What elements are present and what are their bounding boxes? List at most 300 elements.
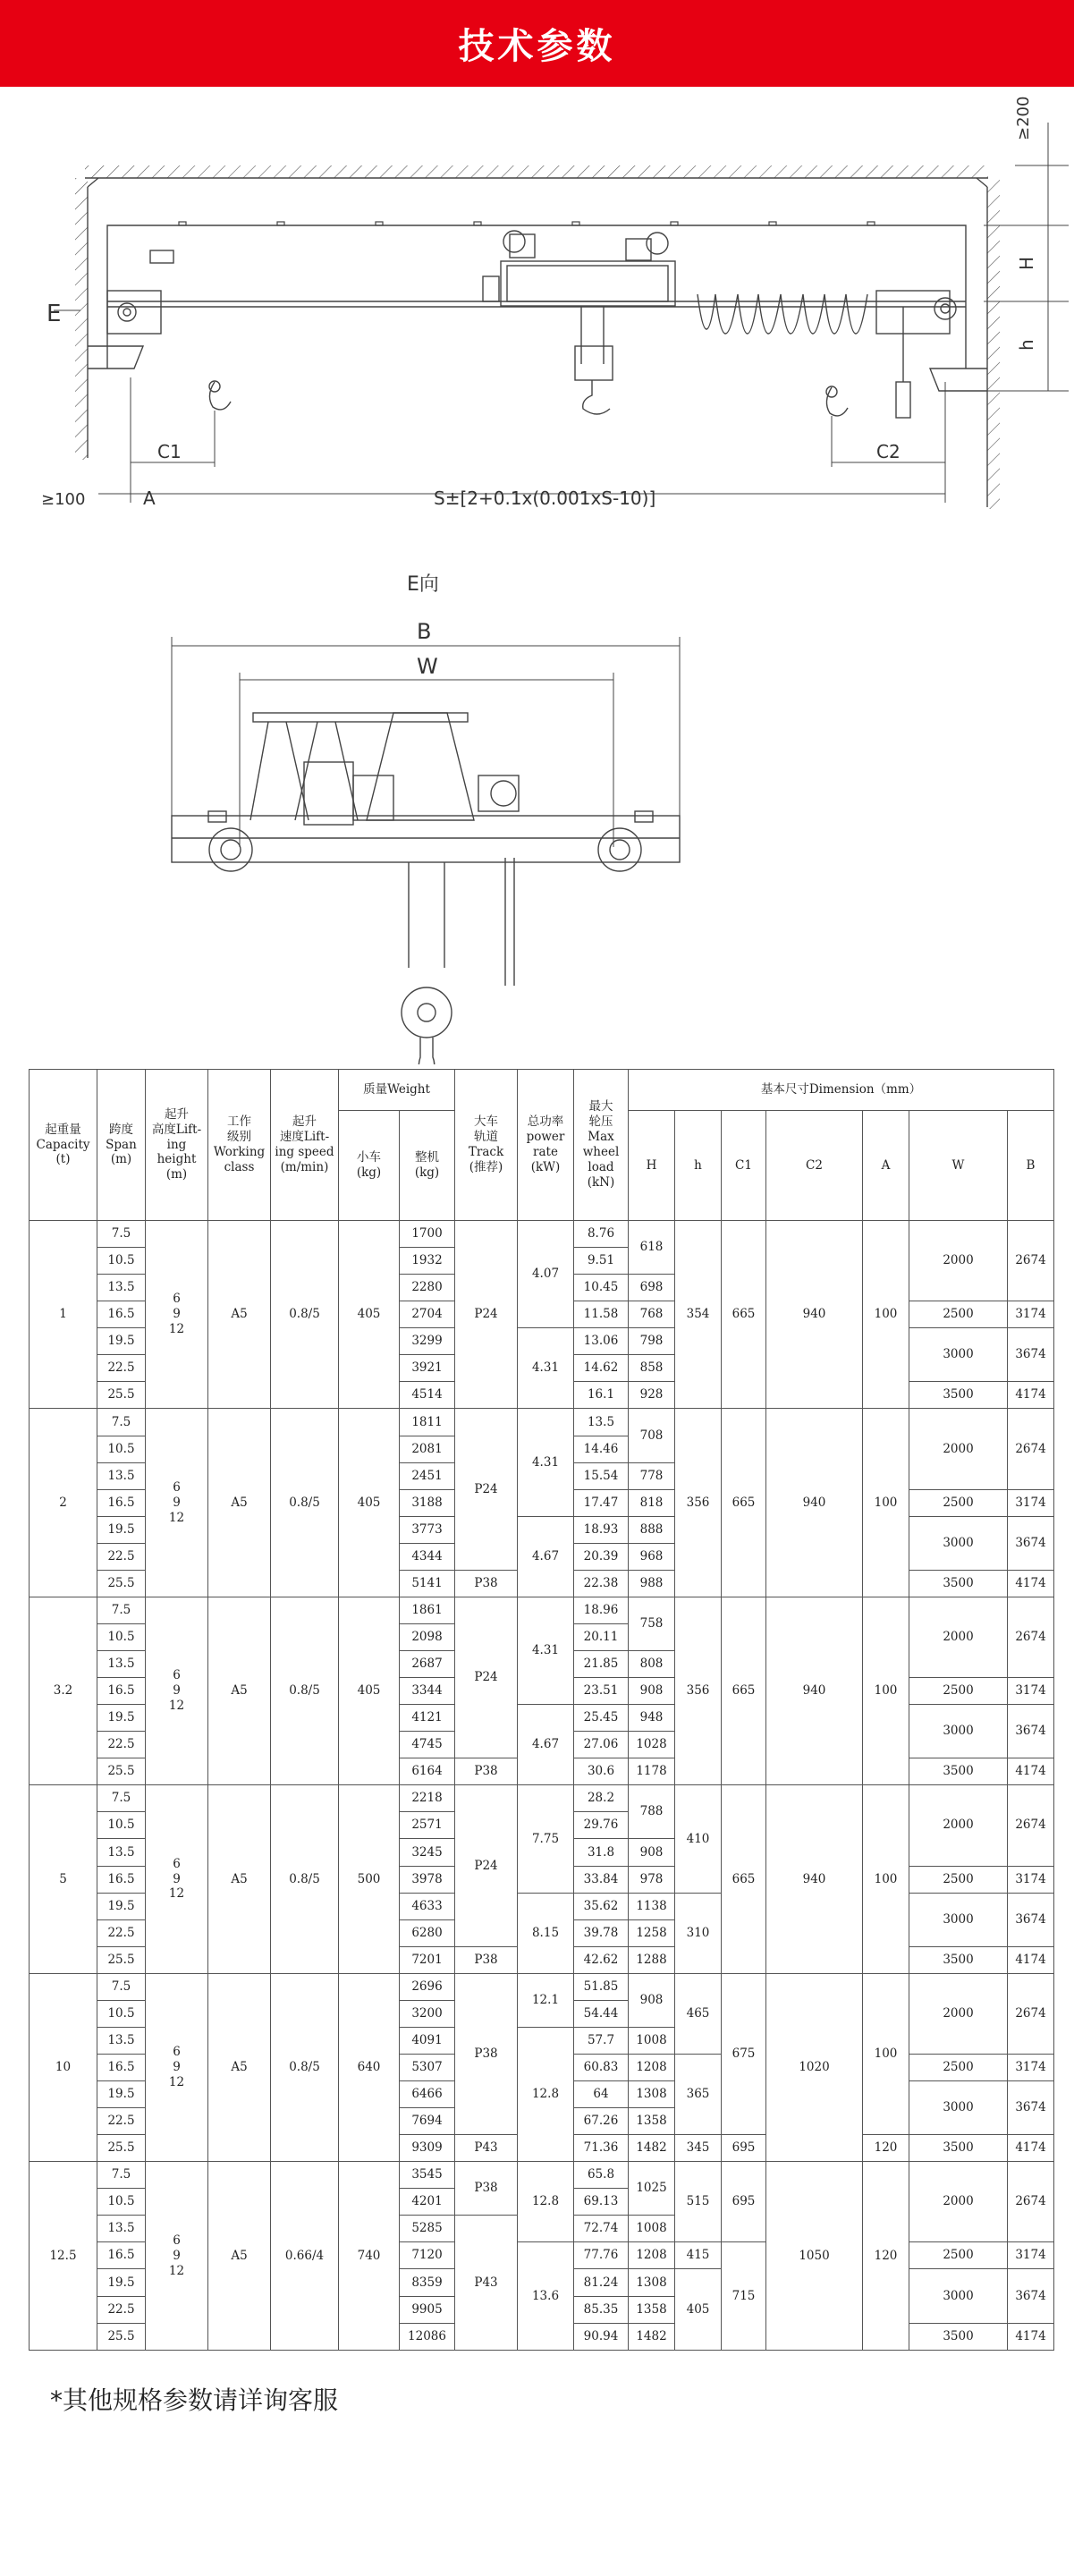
cell-dim-H: 698 — [629, 1275, 675, 1301]
header-text: 起升 — [165, 1106, 189, 1122]
cell-span: 19.5 — [97, 2081, 146, 2108]
dim-label-E: E — [47, 301, 62, 327]
cell-working-class: A5 — [208, 1785, 271, 1973]
cell-power: 4.31 — [518, 1597, 574, 1704]
cell-wheel-load: 22.38 — [574, 1570, 629, 1597]
header-dim-h: H — [629, 1111, 675, 1221]
header-text: 级别 — [227, 1130, 251, 1145]
cell-power: 4.07 — [518, 1221, 574, 1328]
cell-working-class: A5 — [208, 1973, 271, 2161]
cell-span: 13.5 — [97, 1462, 146, 1489]
header-text: 高度Lift- — [151, 1122, 202, 1137]
cell-power: 8.15 — [518, 1893, 574, 1973]
dim-label-B: B — [417, 619, 432, 644]
header-text: wheel — [582, 1145, 620, 1159]
header-text: 起重量 — [45, 1122, 81, 1137]
header-text: (m) — [165, 1167, 188, 1182]
spec-table — [29, 1069, 1054, 2351]
cell-whole-weight: 5141 — [400, 1570, 455, 1597]
cell-trolley-weight: 405 — [339, 1597, 400, 1784]
cell-dim-a: 120 — [863, 2162, 909, 2351]
cell-dim-c2: 940 — [766, 1597, 863, 1784]
cell-dim-H: 1208 — [629, 2054, 675, 2080]
cell-dim-c2: 940 — [766, 1409, 863, 1597]
cell-span: 7.5 — [97, 1597, 146, 1623]
cell-dim-H: 988 — [629, 1570, 675, 1597]
cell-span: 25.5 — [97, 1758, 146, 1785]
cell-dim-c1: 665 — [722, 1597, 766, 1784]
cell-dim-w: 3000 — [909, 2269, 1008, 2323]
cell-wheel-load: 14.62 — [574, 1355, 629, 1382]
cell-power: 4.67 — [518, 1705, 574, 1785]
hoist-trolley — [501, 261, 675, 306]
header-working-class — [208, 1070, 271, 1221]
header-text: 总功率 — [527, 1114, 564, 1130]
cell-dim-w: 2000 — [909, 1409, 1008, 1489]
header-text: ing speed — [275, 1145, 334, 1159]
lift-height-value: 9 — [173, 1871, 181, 1886]
cell-span: 22.5 — [97, 1732, 146, 1758]
cell-whole-weight: 4633 — [400, 1893, 455, 1919]
cell-whole-weight: 1932 — [400, 1248, 455, 1275]
lift-height-value: 12 — [168, 2263, 185, 2278]
cell-wheel-load: 14.46 — [574, 1436, 629, 1462]
cell-dim-w: 3000 — [909, 1705, 1008, 1758]
cell-span: 25.5 — [97, 2135, 146, 2162]
header-text: load — [588, 1159, 614, 1174]
cell-dim-c1: 715 — [722, 2242, 766, 2351]
header-text: 起升 — [292, 1114, 317, 1130]
cell-wheel-load: 16.1 — [574, 1382, 629, 1409]
header-dim-b: B — [1008, 1111, 1054, 1221]
cell-dim-w: 2500 — [909, 1866, 1008, 1893]
cell-wheel-load: 81.24 — [574, 2269, 629, 2296]
header-text: (kg) — [356, 1165, 382, 1180]
cell-track: P24 — [455, 1597, 518, 1758]
cell-whole-weight: 8359 — [400, 2269, 455, 2296]
cell-wheel-load: 20.39 — [574, 1543, 629, 1570]
right-end-truck — [876, 291, 950, 334]
header-dimension: 基本尺寸Dimension（mm） — [629, 1070, 1054, 1111]
dim-label-S: S±[2+0.1x(0.001xS-10)] — [434, 487, 656, 509]
cell-whole-weight: 3299 — [400, 1328, 455, 1355]
header-lift-speed — [271, 1070, 339, 1221]
cell-dim-a: 100 — [863, 1973, 909, 2134]
cell-working-class: A5 — [208, 1221, 271, 1409]
cell-dim-w: 2000 — [909, 1973, 1008, 2054]
cell-wheel-load: 90.94 — [574, 2323, 629, 2350]
header-text: class — [224, 1159, 255, 1174]
dim-label-C1: C1 — [157, 441, 182, 462]
cell-lift-height — [146, 1973, 208, 2161]
cell-span: 19.5 — [97, 1328, 146, 1355]
header-text: 最大 — [588, 1099, 613, 1114]
header-text: ing height — [156, 1137, 197, 1167]
header-text: 轨道 — [474, 1130, 498, 1145]
cell-track: P38 — [455, 1973, 518, 2134]
cell-span: 13.5 — [97, 2216, 146, 2242]
lift-height-value: 6 — [173, 1479, 181, 1495]
header-text: 轮压 — [588, 1114, 613, 1130]
cell-span: 13.5 — [97, 2027, 146, 2054]
cell-dim-H: 978 — [629, 1866, 675, 1893]
cell-dim-c1: 675 — [722, 1973, 766, 2134]
cell-dim-b: 4174 — [1008, 1946, 1054, 1973]
cell-dim-H: 798 — [629, 1328, 675, 1355]
section-banner — [0, 0, 1074, 87]
cell-whole-weight: 6466 — [400, 2081, 455, 2108]
cell-dim-w: 2500 — [909, 2054, 1008, 2080]
cell-wheel-load: 18.93 — [574, 1516, 629, 1543]
header-dim-a: A — [863, 1111, 909, 1221]
cell-whole-weight: 2451 — [400, 1462, 455, 1489]
table-row — [30, 2162, 1054, 2189]
cell-dim-w: 3500 — [909, 2135, 1008, 2162]
cell-wheel-load: 13.06 — [574, 1328, 629, 1355]
cell-dim-b: 4174 — [1008, 1758, 1054, 1785]
header-text: (推荐) — [469, 1159, 503, 1174]
cell-whole-weight: 4121 — [400, 1705, 455, 1732]
cell-capacity: 2 — [30, 1409, 97, 1597]
cell-dim-a: 100 — [863, 1409, 909, 1597]
header-wheel-load — [574, 1070, 629, 1221]
cell-power: 4.67 — [518, 1516, 574, 1597]
lift-height-value: 12 — [168, 1886, 185, 1902]
cell-whole-weight: 4745 — [400, 1732, 455, 1758]
cell-lift-height — [146, 1409, 208, 1597]
lift-height-value: 12 — [168, 2074, 185, 2089]
dim-label-A: A — [143, 487, 156, 509]
header-text: 大车 — [474, 1114, 498, 1130]
cell-dim-b: 3174 — [1008, 1301, 1054, 1328]
cell-capacity: 10 — [30, 1973, 97, 2161]
dim-label-C2: C2 — [876, 441, 901, 462]
cell-dim-w: 3000 — [909, 1893, 1008, 1946]
table-row — [30, 1409, 1054, 1436]
cell-whole-weight: 2704 — [400, 1301, 455, 1328]
header-dim-c1: C1 — [722, 1111, 766, 1221]
cell-dim-b: 2674 — [1008, 1973, 1054, 2054]
cell-whole-weight: 5307 — [400, 2054, 455, 2080]
cell-dim-a: 120 — [863, 2135, 909, 2162]
header-text: 整机 — [415, 1150, 439, 1165]
cell-dim-b: 3674 — [1008, 1328, 1054, 1382]
cell-dim-c2: 940 — [766, 1785, 863, 1973]
cell-track: P43 — [455, 2135, 518, 2162]
header-text: (kN) — [587, 1174, 615, 1190]
cell-track: P38 — [455, 2162, 518, 2216]
header-power — [518, 1070, 574, 1221]
cell-wheel-load: 17.47 — [574, 1489, 629, 1516]
cell-dim-H: 1008 — [629, 2216, 675, 2242]
cell-working-class: A5 — [208, 1597, 271, 1784]
cell-dim-H: 1008 — [629, 2027, 675, 2054]
cell-dim-c2: 1050 — [766, 2162, 863, 2351]
cell-dim-a: 100 — [863, 1221, 909, 1409]
header-dim-h: h — [675, 1111, 722, 1221]
lift-height-value: 6 — [173, 1856, 181, 1871]
cell-dim-H: 1308 — [629, 2269, 675, 2296]
cell-capacity: 12.5 — [30, 2162, 97, 2351]
cell-dim-H: 1258 — [629, 1919, 675, 1946]
end-view-drawing — [172, 637, 680, 1064]
cell-dim-b: 3174 — [1008, 1489, 1054, 1516]
cell-dim-H: 1482 — [629, 2323, 675, 2350]
cell-power: 4.31 — [518, 1328, 574, 1409]
cell-dim-w: 3500 — [909, 2323, 1008, 2350]
cell-dim-b: 4174 — [1008, 2323, 1054, 2350]
cell-dim-w: 2500 — [909, 1489, 1008, 1516]
cell-whole-weight: 5285 — [400, 2216, 455, 2242]
cell-span: 10.5 — [97, 1623, 146, 1650]
table-row — [30, 1597, 1054, 1623]
cell-dim-H: 1138 — [629, 1893, 675, 1919]
cell-track: P24 — [455, 1409, 518, 1570]
cell-span: 7.5 — [97, 2162, 146, 2189]
cell-span: 10.5 — [97, 1812, 146, 1839]
cell-wheel-load: 23.51 — [574, 1678, 629, 1705]
cell-whole-weight: 3773 — [400, 1516, 455, 1543]
cell-span: 16.5 — [97, 1489, 146, 1516]
header-text: Max — [588, 1130, 614, 1145]
cell-lift-speed: 0.66/4 — [271, 2162, 339, 2351]
cell-dim-H: 1025 — [629, 2162, 675, 2216]
cell-span: 19.5 — [97, 1705, 146, 1732]
cell-dim-c1: 695 — [722, 2135, 766, 2162]
cell-dim-b: 2674 — [1008, 1221, 1054, 1301]
cell-whole-weight: 4201 — [400, 2189, 455, 2216]
cell-dim-b: 2674 — [1008, 1785, 1054, 1866]
cell-lift-height — [146, 2162, 208, 2351]
dim-label-h: h — [1016, 339, 1037, 351]
header-text: (kg) — [414, 1165, 440, 1180]
cell-dim-H: 768 — [629, 1301, 675, 1328]
cell-dim-H: 968 — [629, 1543, 675, 1570]
cell-whole-weight: 7694 — [400, 2108, 455, 2135]
cell-dim-H: 1288 — [629, 1946, 675, 1973]
cell-dim-b: 2674 — [1008, 1597, 1054, 1677]
cell-dim-H: 908 — [629, 1839, 675, 1866]
lift-height-value: 6 — [173, 1292, 181, 1307]
cell-working-class: A5 — [208, 1409, 271, 1597]
dim-label-H: H — [1016, 256, 1037, 270]
cell-wheel-load: 67.26 — [574, 2108, 629, 2135]
cell-dim-b: 3674 — [1008, 2081, 1054, 2135]
cell-whole-weight: 6280 — [400, 1919, 455, 1946]
cell-span: 10.5 — [97, 1436, 146, 1462]
lift-height-value: 9 — [173, 1683, 181, 1699]
cell-whole-weight: 4344 — [400, 1543, 455, 1570]
cell-capacity: 3.2 — [30, 1597, 97, 1784]
cell-whole-weight: 3344 — [400, 1678, 455, 1705]
cell-span: 13.5 — [97, 1651, 146, 1678]
cell-whole-weight: 3978 — [400, 1866, 455, 1893]
cell-dim-h: 356 — [675, 1409, 722, 1597]
cell-span: 25.5 — [97, 1382, 146, 1409]
dim-label-100: ≥100 — [41, 490, 86, 509]
cell-dim-H: 758 — [629, 1597, 675, 1650]
lift-height-value: 12 — [168, 1322, 185, 1337]
cell-lift-height — [146, 1221, 208, 1409]
lift-height-value: 9 — [173, 1307, 181, 1322]
cell-wheel-load: 42.62 — [574, 1946, 629, 1973]
cell-dim-w: 3500 — [909, 1758, 1008, 1785]
header-text: (kW) — [530, 1159, 561, 1174]
cell-dim-h: 405 — [675, 2269, 722, 2351]
header-lift-height — [146, 1070, 208, 1221]
cell-span: 25.5 — [97, 2323, 146, 2350]
cell-span: 19.5 — [97, 1893, 146, 1919]
table-row — [30, 1221, 1054, 1248]
cell-track: P24 — [455, 1785, 518, 1946]
cell-wheel-load: 64 — [574, 2081, 629, 2108]
table-row — [30, 1973, 1054, 2000]
header-text: Capacity — [36, 1137, 90, 1152]
cell-span: 10.5 — [97, 1248, 146, 1275]
cell-span: 10.5 — [97, 2000, 146, 2027]
cell-lift-speed: 0.8/5 — [271, 1409, 339, 1597]
cell-whole-weight: 6164 — [400, 1758, 455, 1785]
cell-dim-b: 3674 — [1008, 1705, 1054, 1758]
cell-dim-b: 2674 — [1008, 2162, 1054, 2242]
cell-dim-H: 778 — [629, 1462, 675, 1489]
cell-dim-b: 3174 — [1008, 2054, 1054, 2080]
dim-label-W: W — [417, 654, 438, 679]
cell-dim-H: 858 — [629, 1355, 675, 1382]
cell-dim-H: 708 — [629, 1409, 675, 1462]
cell-wheel-load: 51.85 — [574, 1973, 629, 2000]
cell-track: P24 — [455, 1221, 518, 1409]
cell-capacity: 1 — [30, 1221, 97, 1409]
cell-dim-h: 345 — [675, 2135, 722, 2162]
cell-span: 7.5 — [97, 1785, 146, 1812]
dim-label-200: ≥200 — [1014, 96, 1033, 140]
cell-wheel-load: 85.35 — [574, 2296, 629, 2323]
cell-trolley-weight: 740 — [339, 2162, 400, 2351]
left-end-truck — [107, 291, 161, 334]
cell-dim-b: 4174 — [1008, 2135, 1054, 2162]
cell-dim-h: 515 — [675, 2162, 722, 2242]
cell-dim-H: 1308 — [629, 2081, 675, 2108]
cell-wheel-load: 72.74 — [574, 2216, 629, 2242]
header-text: power — [526, 1130, 565, 1145]
cell-dim-w: 3000 — [909, 1516, 1008, 1570]
cell-dim-H: 808 — [629, 1651, 675, 1678]
cell-wheel-load: 35.62 — [574, 1893, 629, 1919]
cell-track: P38 — [455, 1758, 518, 1785]
header-text: (m/min) — [280, 1159, 329, 1174]
cell-whole-weight: 1700 — [400, 1221, 455, 1248]
cell-trolley-weight: 640 — [339, 1973, 400, 2161]
cell-track: P38 — [455, 1570, 518, 1597]
cell-whole-weight: 4091 — [400, 2027, 455, 2054]
cell-dim-h: 415 — [675, 2242, 722, 2269]
cell-whole-weight: 2098 — [400, 1623, 455, 1650]
cell-dim-H: 1482 — [629, 2135, 675, 2162]
cell-power: 12.8 — [518, 2027, 574, 2161]
cell-lift-speed: 0.8/5 — [271, 1973, 339, 2161]
cell-dim-b: 3674 — [1008, 2269, 1054, 2323]
cell-dim-H: 1178 — [629, 1758, 675, 1785]
cell-lift-speed: 0.8/5 — [271, 1785, 339, 1973]
cell-whole-weight: 2687 — [400, 1651, 455, 1678]
spec-table-body — [30, 1221, 1054, 2351]
cell-span: 25.5 — [97, 1570, 146, 1597]
cell-dim-w: 2000 — [909, 1597, 1008, 1677]
header-track — [455, 1070, 518, 1221]
cell-whole-weight: 9309 — [400, 2135, 455, 2162]
cell-whole-weight: 3200 — [400, 2000, 455, 2027]
cell-span: 16.5 — [97, 2242, 146, 2269]
header-text: Working — [213, 1145, 266, 1159]
cell-dim-w: 2500 — [909, 2242, 1008, 2269]
cell-whole-weight: 3188 — [400, 1489, 455, 1516]
cell-dim-w: 2000 — [909, 1221, 1008, 1301]
cell-power: 4.31 — [518, 1409, 574, 1516]
cell-dim-H: 1208 — [629, 2242, 675, 2269]
cell-lift-height — [146, 1597, 208, 1784]
cell-wheel-load: 13.5 — [574, 1409, 629, 1436]
cell-wheel-load: 31.8 — [574, 1839, 629, 1866]
cell-wheel-load: 21.85 — [574, 1651, 629, 1678]
cell-span: 10.5 — [97, 2189, 146, 2216]
cell-dim-a: 100 — [863, 1785, 909, 1973]
left-wall-hatch — [75, 178, 88, 460]
cell-dim-c1: 695 — [722, 2162, 766, 2242]
cell-wheel-load: 25.45 — [574, 1705, 629, 1732]
header-whole-weight — [400, 1111, 455, 1221]
cell-lift-height — [146, 1785, 208, 1973]
cell-whole-weight: 2218 — [400, 1785, 455, 1812]
cell-power: 13.6 — [518, 2242, 574, 2351]
cell-wheel-load: 29.76 — [574, 1812, 629, 1839]
cell-wheel-load: 15.54 — [574, 1462, 629, 1489]
cell-whole-weight: 3245 — [400, 1839, 455, 1866]
lift-height-value: 6 — [173, 1668, 181, 1683]
lift-height-value: 9 — [173, 2060, 181, 2075]
cell-dim-h: 410 — [675, 1785, 722, 1893]
cell-wheel-load: 54.44 — [574, 2000, 629, 2027]
cell-dim-h: 356 — [675, 1597, 722, 1784]
cell-wheel-load: 71.36 — [574, 2135, 629, 2162]
cell-span: 7.5 — [97, 1221, 146, 1248]
cell-track: P38 — [455, 1946, 518, 1973]
cell-dim-w: 3500 — [909, 1570, 1008, 1597]
header-text: (t) — [55, 1152, 71, 1167]
cell-track: P43 — [455, 2216, 518, 2351]
lift-height-value: 6 — [173, 2233, 181, 2248]
cell-dim-H: 888 — [629, 1516, 675, 1543]
cell-dim-H: 948 — [629, 1705, 675, 1732]
cell-dim-b: 4174 — [1008, 1382, 1054, 1409]
right-wall-hatch — [987, 178, 1000, 509]
cell-working-class: A5 — [208, 2162, 271, 2351]
cell-lift-speed: 0.8/5 — [271, 1597, 339, 1784]
cell-dim-c1: 665 — [722, 1409, 766, 1597]
cell-dim-c2: 940 — [766, 1221, 863, 1409]
cell-dim-c1: 665 — [722, 1785, 766, 1973]
cell-whole-weight: 2280 — [400, 1275, 455, 1301]
cell-wheel-load: 77.76 — [574, 2242, 629, 2269]
cell-span: 16.5 — [97, 1301, 146, 1328]
cell-wheel-load: 28.2 — [574, 1785, 629, 1812]
header-dim-w: W — [909, 1111, 1008, 1221]
cell-dim-H: 908 — [629, 1678, 675, 1705]
header-text: rate — [533, 1145, 558, 1159]
cell-dim-w: 3500 — [909, 1946, 1008, 1973]
cell-whole-weight: 1861 — [400, 1597, 455, 1623]
cell-dim-H: 788 — [629, 1785, 675, 1839]
